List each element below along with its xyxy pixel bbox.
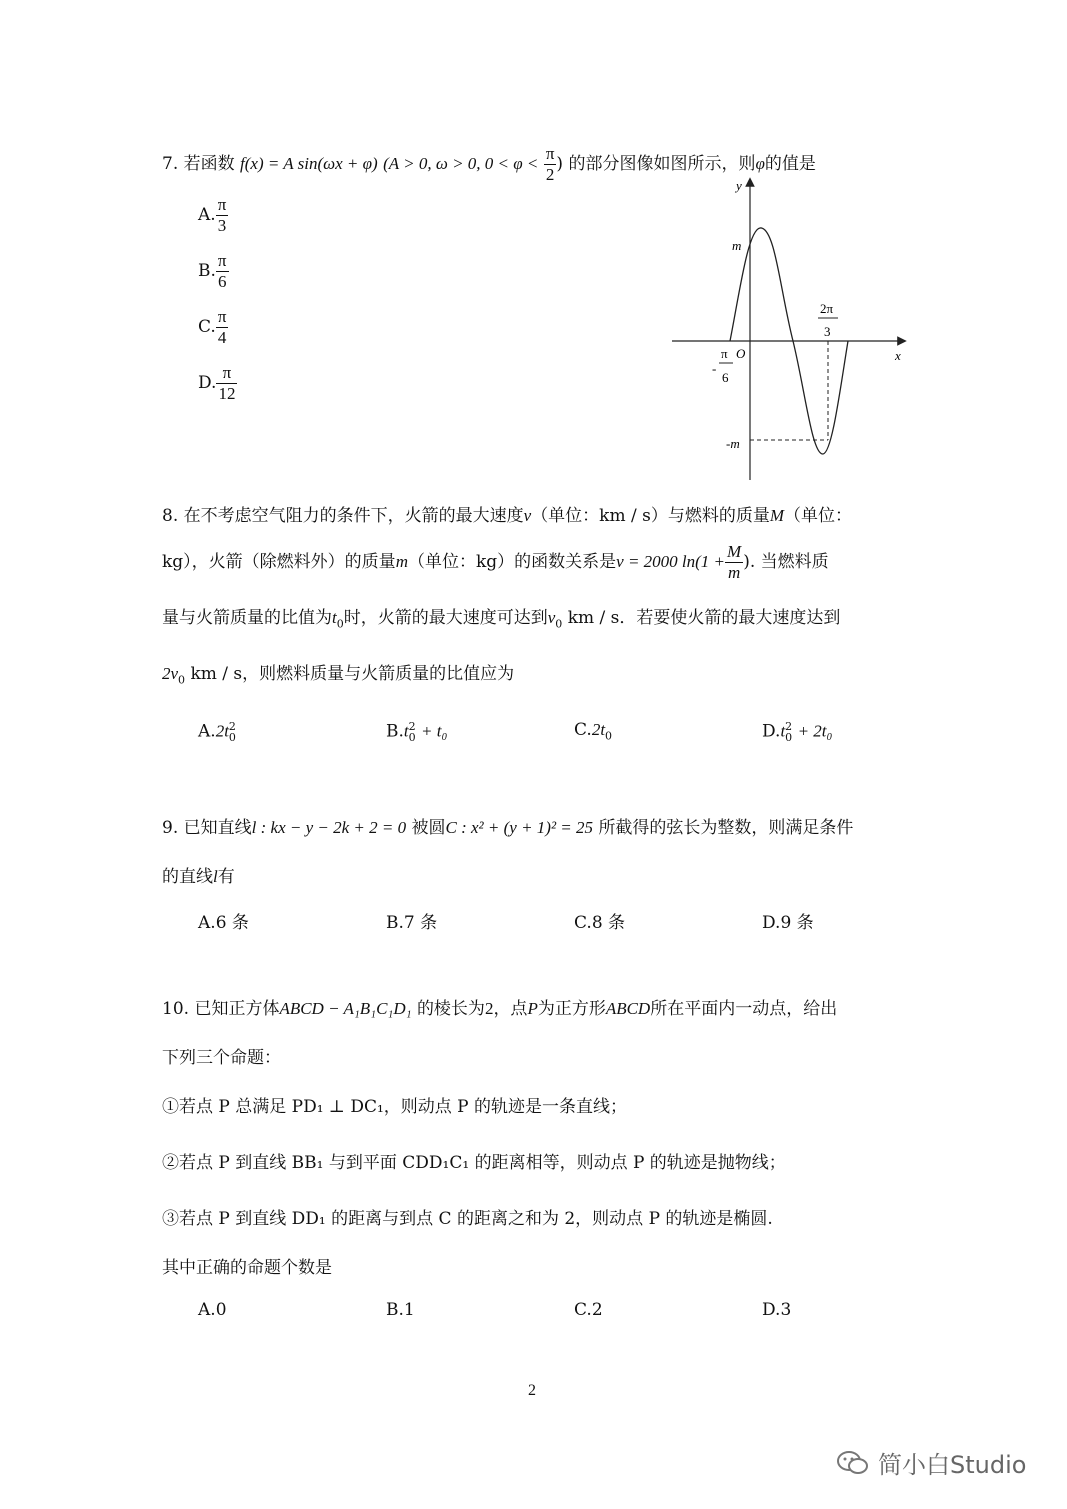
q10-option-a[interactable]: A.0 (198, 1300, 227, 1320)
q7-cond-post: ) (556, 154, 564, 174)
q7-cond-frac: $\frac{\pi}{2}$ (545, 144, 555, 184)
tick-neg-sign: - (712, 361, 717, 376)
tick-neg-den: 6 (722, 370, 729, 385)
q9-line2: 的直线l有 (162, 867, 235, 887)
tick-neg-num: π (721, 346, 728, 361)
q8-line4: $2v_0$ km / s，则燃料质量与火箭质量的比值应为 (162, 664, 515, 687)
q9-option-c[interactable]: C.8 条 (574, 913, 626, 933)
q7-option-c[interactable]: C. $\frac{\pi}{4}$ (198, 307, 227, 347)
q7-cond-pre: (A > 0, ω > 0, 0 < φ < (383, 154, 539, 173)
q9-option-a[interactable]: A.6 条 (198, 913, 249, 933)
q7-phi: φ (755, 154, 765, 173)
q8-option-d[interactable]: $D.t^2_0 + 2t_0$ (762, 720, 833, 745)
q8-line3: 量与火箭质量的比值为$t_0$时，火箭的最大速度可达到$v_0$ km / s．若要使火箭的最大速度达到 (162, 608, 841, 631)
q10-line2: 下列三个命题： (162, 1048, 281, 1068)
q7-text-end: 的值是 (764, 154, 816, 174)
watermark (836, 1445, 1026, 1480)
watermark-text: 简小白Studio (878, 1451, 1027, 1479)
q10-prop2: ②若点 P 到直线 BB₁ 与到平面 CDD₁C₁ 的距离相等，则动点 P 的轨迹是抛物线； (162, 1153, 786, 1173)
wechat-icon (836, 1449, 870, 1477)
page-number: 2 (528, 1382, 536, 1399)
q7-option-a[interactable]: A. $\frac{\pi}{3}$ (198, 195, 227, 235)
q7-text-post: 的部分图像如图所示，则 (568, 154, 756, 174)
tick-2pi3-den: 3 (824, 324, 831, 339)
q7-func: f(x) = A sin(ωx + φ) (240, 154, 378, 173)
q10-option-d[interactable]: D.3 (762, 1300, 792, 1320)
tick-2pi3-num: 2π (820, 301, 834, 316)
q7-option-b[interactable]: B. $\frac{\pi}{6}$ (198, 251, 227, 291)
q8-line2: kg），火箭（除燃料外）的质量m（单位：kg）的函数关系是v = 2000 ln(1 + $\frac{M}{m}$ ). 当燃料质 (162, 542, 829, 582)
q10-prop3: ③若点 P 到直线 DD₁ 的距离与到点 C 的距离之和为 2，则动点 P 的轨迹是椭圆. (162, 1209, 773, 1229)
q7-graph (660, 170, 920, 490)
m-label: m (732, 238, 742, 253)
q7-text-pre: 若函数 (183, 154, 235, 174)
q9-line1: 9. 已知直线l : kx − y − 2k + 2 = 0 被圆C : x² + (y + 1)² = 25 所截得的弦长为整数，则满足条件 (162, 818, 854, 838)
q10-prop1: ①若点 P 总满足 PD₁ ⊥ DC₁，则动点 P 的轨迹是一条直线； (162, 1097, 628, 1117)
q8-option-c[interactable]: $C.2t_0$ (574, 720, 613, 743)
neg-m-label: -m (726, 436, 740, 451)
x-label: x (895, 348, 901, 363)
q10-option-c[interactable]: C.2 (574, 1300, 603, 1320)
q10-line1: 10. 已知正方体ABCD − A₁B₁C₁D₁ 的棱长为2，点P为正方形ABCD所在平面内一动点，给出 (162, 999, 838, 1019)
q8-option-b[interactable]: $B.t^2_0 + t_0$ (386, 720, 448, 745)
q8-option-a[interactable]: $A.2t^2_0$ (198, 720, 236, 745)
y-label: y (736, 178, 742, 193)
q9-option-b[interactable]: B.7 条 (386, 913, 438, 933)
q9-option-d[interactable]: D.9 条 (762, 913, 814, 933)
q7-number: 7. (162, 154, 179, 174)
origin-label: O (736, 346, 746, 361)
q10-last-line: 其中正确的命题个数是 (162, 1258, 332, 1278)
q10-option-b[interactable]: B.1 (386, 1300, 415, 1320)
q7-option-d[interactable]: D. $\frac{\pi}{12}$ (198, 363, 236, 403)
q8-line1: 8. 在不考虑空气阻力的条件下，火箭的最大速度v（单位：km / s）与燃料的质量M（单位： (162, 506, 853, 526)
